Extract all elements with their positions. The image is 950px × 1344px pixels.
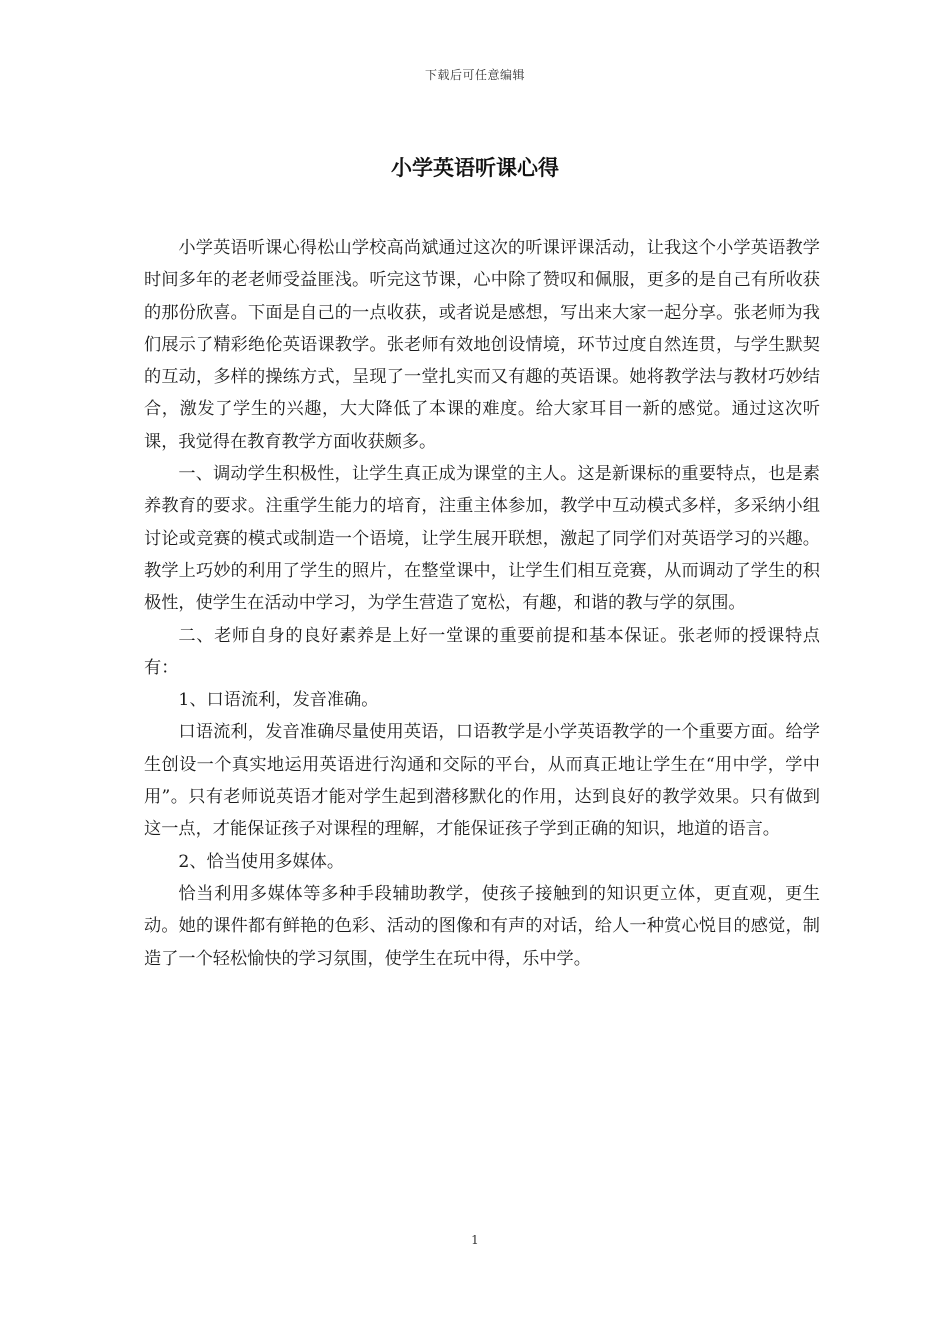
document-body — [144, 232, 820, 975]
paragraph-intro: 小学英语听课心得松山学校高尚斌通过这次的听课评课活动，让我这个小学英语教学时间多年的老老师受益匪浅。听完这节课，心中除了赞叹和佩服，更多的是自己有所收获的那份欣喜。下面是自己的一点收获，或者说是感想，写出来大家一起分享。张老师为我们展示了精彩绝伦英语课教学。张老师有效地创设情境，环节过度自然连贯，与学生默契的互动，多样的操练方式，呈现了一堂扎实而又有趣的英语课。她将教学法与教材巧妙结合，激发了学生的兴趣，大大降低了本课的难度。给大家耳目一新的感觉。通过这次听课，我觉得在教育教学方面收获颇多。 — [144, 238, 820, 452]
document-title: 小学英语听课心得 — [391, 156, 559, 180]
page-number: 1 — [471, 1233, 479, 1247]
paragraph-section-two: 二、老师自身的良好素养是上好一堂课的重要前提和基本保证。张老师的授课特点有： — [144, 625, 820, 678]
paragraph-section-one: 一、调动学生积极性，让学生真正成为课堂的主人。这是新课标的重要特点，也是素养教育的要求。注重学生能力的培育，注重主体参加，教学中互动模式多样，多采纳小组讨论或竞赛的模式或制造一个语境，让学生展开联想，激起了同学们对英语学习的兴趣。教学上巧妙的利用了学生的照片，在整堂课中，让学生们相互竞赛，从而调动了学生的积极性，使学生在活动中学习，为学生营造了宽松，有趣，和谐的教与学的氛围。 — [144, 464, 820, 614]
paragraph-point-two-heading: 2、恰当使用多媒体。 — [178, 851, 345, 872]
header-note: 下载后可任意编辑 — [424, 68, 525, 82]
paragraph-point-one-body: 口语流利，发音准确尽量使用英语，口语教学是小学英语教学的一个重要方面。给学生创设一个真实地运用英语进行沟通和交际的平台，从而真正地让学生在“用中学，学中用”。只有老师说英语才能对学生起到潜移默化的作用，达到良好的教学效果。只有做到这一点，才能保证孩子对课程的理解，才能保证孩子学到正确的知识，地道的语言。 — [144, 722, 820, 840]
paragraph-point-one-heading: 1、口语流利，发音准确。 — [178, 690, 379, 711]
paragraph-point-two-body: 恰当利用多媒体等多种手段辅助教学，使孩子接触到的知识更立体，更直观，更生动。她的课件都有鲜艳的色彩、活动的图像和有声的对话，给人一种赏心悦目的感觉，制造了一个轻松愉快的学习氛围，使学生在玩中得，乐中学。 — [144, 883, 820, 969]
